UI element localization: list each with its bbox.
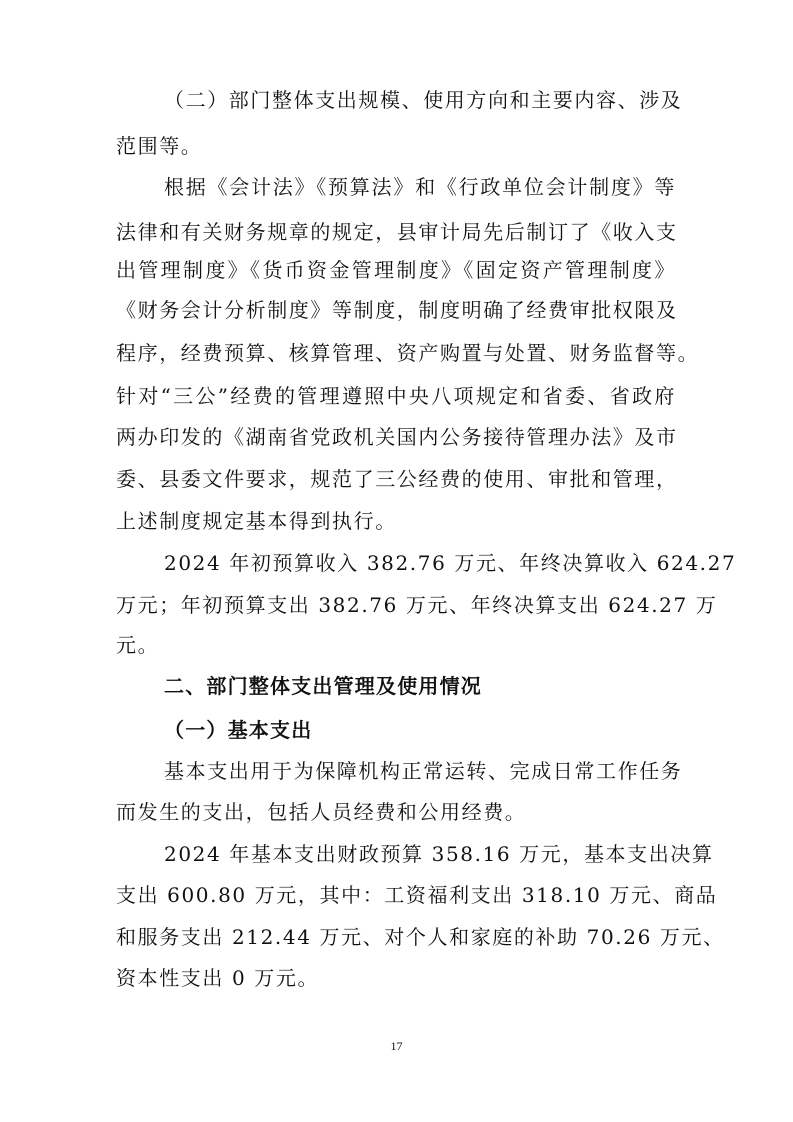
paragraph-line: 元。 bbox=[116, 633, 160, 657]
paragraph-line: 范围等。 bbox=[116, 134, 203, 158]
paragraph-line: 资本性支出 0 万元。 bbox=[116, 966, 320, 990]
paragraph-line: 委、县委文件要求，规范了三公经费的使用、审批和管理， bbox=[116, 467, 678, 491]
page-number: 17 bbox=[390, 1039, 403, 1053]
paragraph-line: 而发生的支出，包括人员经费和公用经费。 bbox=[116, 800, 527, 824]
paragraph-line: 针对“三公”经费的管理遵照中央八项规定和省委、省政府 bbox=[116, 384, 676, 408]
paragraph-line: 和服务支出 212.44 万元、对个人和家庭的补助 70.26 万元、 bbox=[116, 925, 725, 949]
paragraph-line: 上述制度规定基本得到执行。 bbox=[116, 509, 397, 533]
paragraph-line: 法律和有关财务规章的规定，县审计局先后制订了《收入支 bbox=[116, 220, 678, 244]
paragraph-line: 《财务会计分析制度》等制度，制度明确了经费审批权限及 bbox=[116, 298, 678, 322]
paragraph-line: 2024 年基本支出财政预算 358.16 万元，基本支出决算 bbox=[164, 842, 714, 866]
paragraph-line: 支出 600.80 万元，其中：工资福利支出 318.10 万元、商品 bbox=[116, 883, 718, 907]
paragraph-line: 2024 年初预算收入 382.76 万元、年终决算收入 624.27 bbox=[164, 551, 737, 575]
paragraph-line: 根据《会计法》《预算法》和《行政单位会计制度》等 bbox=[164, 175, 676, 199]
paragraph-line: （二）部门整体支出规模、使用方向和主要内容、涉及 bbox=[164, 88, 683, 112]
paragraph-line: 基本支出用于为保障机构正常运转、完成日常工作任务 bbox=[164, 759, 683, 783]
paragraph-line: 万元；年初预算支出 382.76 万元、年终决算支出 624.27 万 bbox=[116, 593, 718, 617]
section-heading: （一）基本支出 bbox=[164, 718, 313, 742]
paragraph-line: 程序，经费预算、核算管理、资产购置与处置、财务监督等。 bbox=[116, 341, 700, 365]
paragraph-line: 两办印发的《湖南省党政机关国内公务接待管理办法》及市 bbox=[116, 425, 678, 449]
section-heading: 二、部门整体支出管理及使用情况 bbox=[164, 674, 482, 698]
paragraph-line: 出管理制度》《货币资金管理制度》《固定资产管理制度》 bbox=[116, 258, 676, 282]
